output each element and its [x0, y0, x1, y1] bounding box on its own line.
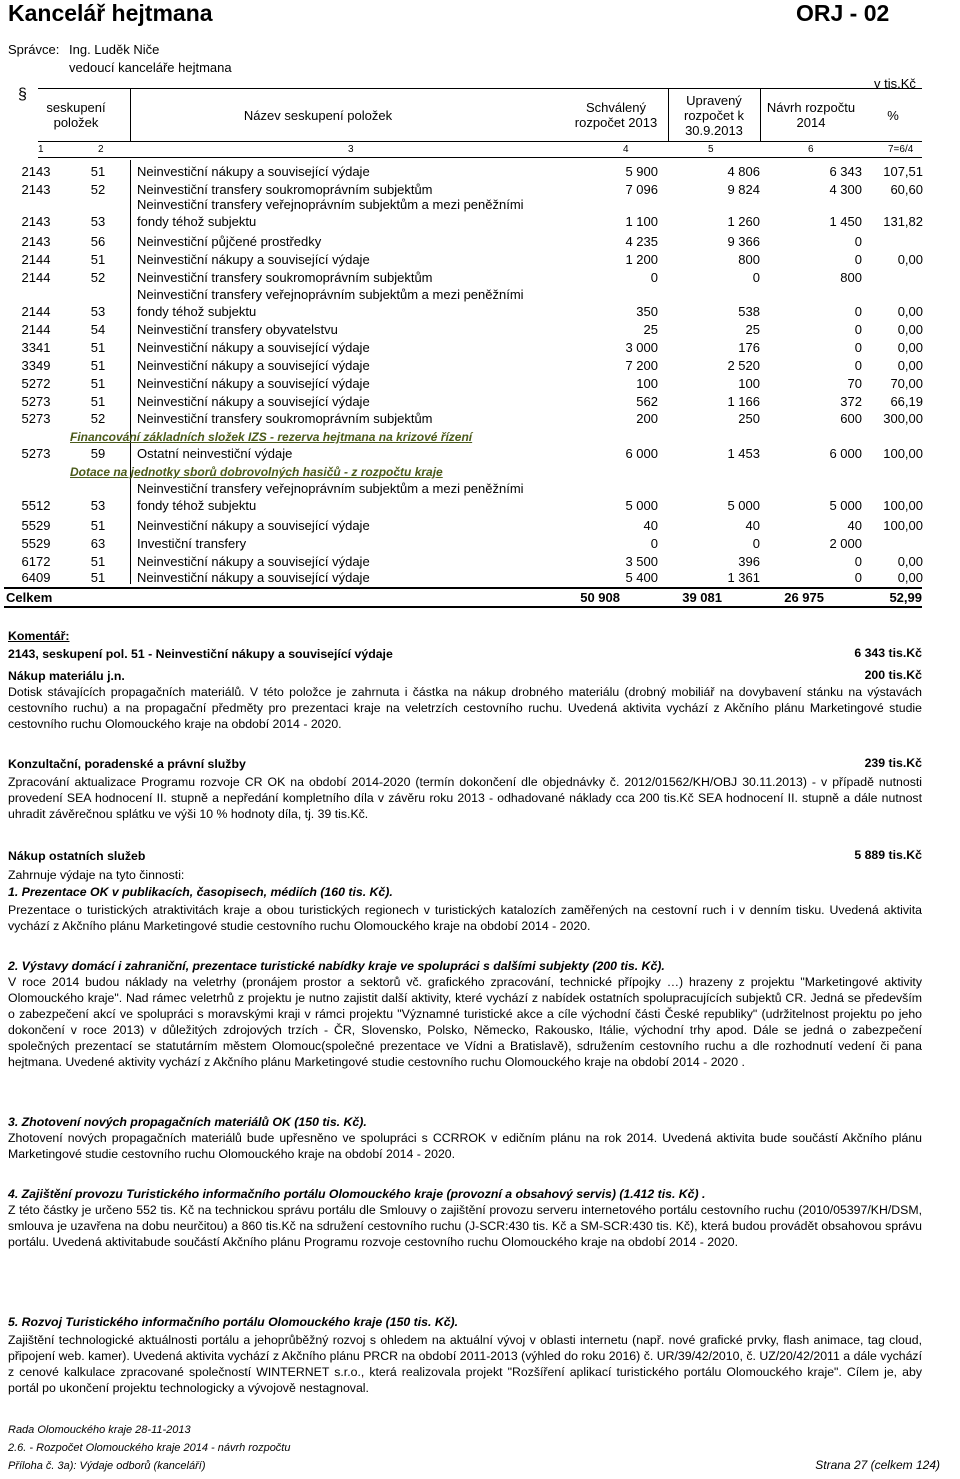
row-proposal-2014: 0 — [854, 554, 862, 569]
page-title: Kancelář hejtmana — [8, 0, 213, 26]
p1-title: 1. Prezentace OK v publikacích, časopisech, médiích (160 tis. Kč). — [8, 885, 393, 899]
row-name: Neinvestiční nákupy a související výdaje — [137, 518, 370, 533]
s3-title: Nákup ostatních služeb — [8, 849, 146, 863]
row-adjusted-2013: 9 824 — [727, 182, 760, 197]
row-item: 51 — [90, 252, 106, 267]
row-name: Investiční transfery — [137, 536, 247, 551]
row-name-line1: Neinvestiční transfery veřejnoprávním subjektům a mezi peněžními — [137, 481, 524, 496]
idx-3: 3 — [348, 144, 354, 155]
row-percent: 66,19 — [890, 394, 923, 409]
row-percent: 0,00 — [897, 304, 923, 319]
total-v3: 26 975 — [784, 590, 824, 605]
row-name: fondy téhož subjektu — [137, 214, 257, 229]
row-approved-2013: 3 000 — [625, 340, 658, 355]
row-approved-2013: 40 — [643, 518, 658, 533]
row-approved-2013: 5 900 — [625, 164, 658, 179]
admin-label: Správce: — [8, 42, 60, 57]
idx-4: 4 — [623, 144, 629, 155]
s1-title: Nákup materiálu j.n. — [8, 669, 125, 683]
row-percent: 0,00 — [897, 570, 923, 585]
row-adjusted-2013: 0 — [752, 536, 760, 551]
comment-line1-amount: 6 343 tis.Kč — [854, 646, 922, 660]
row-proposal-2014: 4 300 — [829, 182, 862, 197]
col-upraveny: Upravený rozpočet k 30.9.2013 — [684, 92, 744, 138]
s2-amount: 239 tis.Kč — [864, 756, 922, 770]
row-approved-2013: 5 000 — [625, 498, 658, 513]
p1-text: Prezentace o turistických atraktivitách kraje a obou turistických regionech v turistických katalozích zaměřených na cestovní ruch i v denním tisku. Uvedená aktivita vychází z Akčního plánu Marketingové studie cestovního ruchu Olomouckého kraje na období 2014 - 2020. — [8, 903, 922, 933]
s3-amount: 5 889 tis.Kč — [854, 848, 922, 862]
row-item: 52 — [90, 182, 106, 197]
row-percent: 0,00 — [897, 358, 923, 373]
idx-5: 5 — [708, 144, 714, 155]
row-adjusted-2013: 100 — [738, 376, 760, 391]
row-name: Neinvestiční transfery obyvatelstvu — [137, 322, 338, 337]
row-section: 2144 — [21, 322, 51, 337]
s3-intro: Zahrnuje výdaje na tyto činnosti: — [8, 868, 185, 882]
idx-1: 1 — [38, 144, 44, 155]
row-section: 5273 — [21, 446, 51, 461]
row-name: fondy téhož subjektu — [137, 498, 257, 513]
row-item: 51 — [90, 358, 106, 373]
row-section: 5272 — [21, 376, 51, 391]
total-label: Celkem — [6, 590, 53, 605]
row-approved-2013: 4 235 — [625, 234, 658, 249]
row-section: 5529 — [21, 518, 51, 533]
row-percent: 0,00 — [897, 252, 923, 267]
row-section: 2143 — [21, 164, 51, 179]
idx-2: 2 — [98, 144, 104, 155]
row-approved-2013: 1 100 — [625, 214, 658, 229]
row-item: 52 — [90, 411, 106, 426]
row-approved-2013: 562 — [636, 394, 658, 409]
col-seskupeni: seskupení položek — [46, 100, 106, 130]
row-section: 2144 — [21, 252, 51, 267]
row-name: fondy téhož subjektu — [137, 304, 257, 319]
row-percent: 0,00 — [897, 554, 923, 569]
row-item: 51 — [90, 554, 106, 569]
row-approved-2013: 3 500 — [625, 554, 658, 569]
row-proposal-2014: 1 450 — [829, 214, 862, 229]
row-adjusted-2013: 0 — [752, 270, 760, 285]
row-proposal-2014: 0 — [854, 358, 862, 373]
row-section: 5529 — [21, 536, 51, 551]
comment-heading: Komentář: — [8, 629, 70, 643]
row-section: 6172 — [21, 554, 51, 569]
row-name: Neinvestiční nákupy a související výdaje — [137, 358, 370, 373]
note-hasici: Dotace na jednotky sborů dobrovolných hasičů - z rozpočtu kraje — [70, 465, 443, 479]
col-navrh: Návrh rozpočtu 2014 — [766, 100, 856, 130]
row-proposal-2014: 0 — [854, 252, 862, 267]
row-approved-2013: 1 200 — [625, 252, 658, 267]
row-name: Neinvestiční nákupy a související výdaje — [137, 164, 370, 179]
row-proposal-2014: 800 — [840, 270, 862, 285]
row-section: 2144 — [21, 304, 51, 319]
row-approved-2013: 5 400 — [625, 570, 658, 585]
row-percent: 70,00 — [890, 376, 923, 391]
row-section: 3341 — [21, 340, 51, 355]
row-name: Neinvestiční nákupy a související výdaje — [137, 252, 370, 267]
row-section: 6409 — [21, 570, 51, 585]
row-approved-2013: 350 — [636, 304, 658, 319]
row-proposal-2014: 0 — [854, 304, 862, 319]
total-row — [4, 587, 922, 608]
row-section: 2144 — [21, 270, 51, 285]
row-proposal-2014: 0 — [854, 340, 862, 355]
row-adjusted-2013: 2 520 — [727, 358, 760, 373]
row-adjusted-2013: 1 361 — [727, 570, 760, 585]
s2-text: Zpracování aktualizace Programu rozvoje CR OK na období 2014-2020 (termín dokončení dle objednávky č. 2012/01562/KH/OBJ 30.11.2013) - v případě nutnosti provedení SEA hodnocení II. stupně a nepředání kompletního díla v závěru roku 2013 - odhadované náklady cca 200 tis.Kč SEA hodnocení II. stupně a dále nutnost uhradit závěrečnou splátku ve výši 10 % hodnoty díla, tj. 39 tis.Kč. — [8, 775, 922, 821]
footer-attachment: Příloha č. 3a): Výdaje odborů (kanceláří) — [8, 1460, 206, 1472]
row-section: 5512 — [21, 498, 51, 513]
row-name-line1: Neinvestiční transfery veřejnoprávním subjektům a mezi peněžními — [137, 197, 524, 212]
row-percent: 60,60 — [890, 182, 923, 197]
row-proposal-2014: 0 — [854, 322, 862, 337]
row-percent: 131,82 — [883, 214, 923, 229]
row-name: Ostatní neinvestiční výdaje — [137, 446, 293, 461]
row-adjusted-2013: 9 366 — [727, 234, 760, 249]
row-percent: 0,00 — [897, 322, 923, 337]
row-adjusted-2013: 5 000 — [727, 498, 760, 513]
row-item: 51 — [90, 518, 106, 533]
admin-name: Ing. Luděk Niče — [69, 42, 160, 57]
note-izs: Financování základních složek IZS - rezerva hejtmana na krizové řízení — [70, 430, 473, 444]
row-adjusted-2013: 1 166 — [727, 394, 760, 409]
comment-line1: 2143, seskupení pol. 51 - Neinvestiční nákupy a související výdaje — [8, 647, 393, 661]
p2-text: V roce 2014 budou náklady na veletrhy (pronájem prostor a sektorů vč. grafického zpracování, technické přípojky …) hrazeny z projektu "Marketingové aktivity Olomouckého kraje". Nad rámec veletrhů z projektu je nutno zajistit další aktivity, které vychází z nabídek ostatních spolupracujících subjektů CR. Jedná se především o zabezpečení akcí ve spolupráci s moravskými kraji v rámci projektu "Významné turistické akce a cíle východní části České republiky" (udržitelnost projektu po jeho dokončení v roce 2013) v důležitých zdrojových trzích - ČR, Slovensko, Polsko, Německo, Rakousko, Itálie, východní trhy apod. Dále se jedná o zabezpečení společných prezentací se statutárním městem Olomouc(společné prezentace ve Vídni a Bratislavě), sdružením cestovního ruchu a dle rozhodnutí vedení či pana hejtmana. Uvedené aktivity vychází z Akčního plánu Marketingové studie cestovního ruchu Olomouckého kraje na období 2014 - 2020 . — [8, 975, 922, 1069]
admin-role: vedoucí kanceláře hejtmana — [69, 60, 232, 75]
row-adjusted-2013: 25 — [745, 322, 760, 337]
col-procent: % — [887, 107, 899, 123]
row-adjusted-2013: 1 260 — [727, 214, 760, 229]
row-section: 5273 — [21, 394, 51, 409]
row-adjusted-2013: 538 — [738, 304, 760, 319]
row-proposal-2014: 6 000 — [829, 446, 862, 461]
p4-title: 4. Zajištění provozu Turistického informačního portálu Olomouckého kraje (provozní a obsahový servis) (1.412 tis. Kč) . — [8, 1187, 706, 1201]
row-percent: 100,00 — [883, 518, 923, 533]
row-percent: 0,00 — [897, 340, 923, 355]
name-column-divider — [130, 160, 131, 584]
col-schvaleny: Schválený rozpočet 2013 — [574, 100, 658, 130]
row-section: 5273 — [21, 411, 51, 426]
idx-6: 6 — [808, 144, 814, 155]
row-adjusted-2013: 4 806 — [727, 164, 760, 179]
row-adjusted-2013: 800 — [738, 252, 760, 267]
row-proposal-2014: 600 — [840, 411, 862, 426]
total-v2: 39 081 — [682, 590, 722, 605]
row-name: Neinvestiční nákupy a související výdaje — [137, 376, 370, 391]
row-item: 53 — [90, 304, 106, 319]
row-approved-2013: 0 — [650, 270, 658, 285]
row-section: 2143 — [21, 182, 51, 197]
row-section: 2143 — [21, 234, 51, 249]
row-proposal-2014: 0 — [854, 570, 862, 585]
row-name: Neinvestiční transfery soukromoprávním subjektům — [137, 270, 433, 285]
row-adjusted-2013: 250 — [738, 411, 760, 426]
p2-title: 2. Výstavy domácí i zahraniční, prezentace turistické nabídky kraje ve spolupráci s dalšími subjekty (200 tis. Kč). — [8, 959, 665, 973]
row-adjusted-2013: 396 — [738, 554, 760, 569]
footer-budget: 2.6. - Rozpočet Olomouckého kraje 2014 - návrh rozpočtu — [8, 1442, 291, 1454]
row-name: Neinvestiční nákupy a související výdaje — [137, 340, 370, 355]
total-v1: 50 908 — [580, 590, 620, 605]
row-item: 54 — [90, 322, 106, 337]
row-name: Neinvestiční půjčené prostředky — [137, 234, 322, 249]
row-item: 51 — [90, 340, 106, 355]
row-adjusted-2013: 1 453 — [727, 446, 760, 461]
footer-page: Strana 27 (celkem 124) — [815, 1458, 940, 1472]
row-proposal-2014: 70 — [847, 376, 862, 391]
p3-title: 3. Zhotovení nových propagačních materiálů OK (150 tis. Kč). — [8, 1115, 367, 1129]
row-section: 2143 — [21, 214, 51, 229]
row-item: 59 — [90, 446, 106, 461]
row-name: Neinvestiční nákupy a související výdaje — [137, 554, 370, 569]
column-index-row — [38, 143, 922, 158]
table-header — [38, 88, 922, 142]
row-item: 63 — [90, 536, 106, 551]
row-name: Neinvestiční transfery soukromoprávním subjektům — [137, 411, 433, 426]
row-percent: 100,00 — [883, 498, 923, 513]
row-approved-2013: 6 000 — [625, 446, 658, 461]
row-adjusted-2013: 176 — [738, 340, 760, 355]
row-approved-2013: 100 — [636, 376, 658, 391]
row-section: 3349 — [21, 358, 51, 373]
row-approved-2013: 7 200 — [625, 358, 658, 373]
row-approved-2013: 25 — [643, 322, 658, 337]
row-proposal-2014: 0 — [854, 234, 862, 249]
row-item: 56 — [90, 234, 106, 249]
org-code: ORJ - 02 — [796, 0, 890, 26]
s1-amount: 200 tis.Kč — [864, 668, 922, 682]
idx-7: 7=6/4 — [888, 144, 914, 155]
s2-title: Konzultační, poradenské a právní služby — [8, 757, 246, 771]
p5-text: Zajištění technologické aktuálnosti portálu a jehoprůběžný rozvoj s ohledem na aktuální vývoj v oblasti internetu (např. nové grafické prvky, flash animace, tag cloud, připojení web. kamer). Uvedená aktivita vychází z Akčního plánu PRCR na období 2011-2013 (výhled do roku 2016) č. UR/39/42/2010, č. UZ/20/42/2011 a dále vychází z cenové kalkulace zpracované společností WINTERNET s.r.o., která realizovala projekt "Rozšíření aplikací turistického portálu Olomouckého kraje". Cílem je, aby portál po ukončení projektu technologicky a vývojově nestagnoval. — [8, 1333, 922, 1395]
row-proposal-2014: 5 000 — [829, 498, 862, 513]
row-item: 51 — [90, 570, 106, 585]
row-name-line1: Neinvestiční transfery veřejnoprávním subjektům a mezi peněžními — [137, 287, 524, 302]
col-nazev: Název seskupení položek — [243, 107, 393, 123]
row-name: Neinvestiční transfery soukromoprávním subjektům — [137, 182, 433, 197]
row-approved-2013: 0 — [650, 536, 658, 551]
row-percent: 300,00 — [883, 411, 923, 426]
footer-council: Rada Olomouckého kraje 28-11-2013 — [8, 1424, 191, 1436]
p4-text: Z této částky je určeno 552 tis. Kč na technickou správu portálu dle Smlouvy o zajištění provozu serveru internetového portálu cestovního ruchu (2010/05397/KH/DSM, smlouva je uzavřena na dobu neurčitou) a 860 tis.Kč na sdružení cestovního ruchu (J-SCR:430 tis. Kč a SM-SCR:430 tis. Kč), která budou provádět obsahovou správu portálu. Uvedená aktivitabude součástí Akčního plánu Programu rozvoje cestovního ruchu Olomouckého kraje na období 2014 - 2020. — [8, 1203, 922, 1249]
s1-text: Dotisk stávajících propagačních materiálů. V této položce je zahrnuta i částka na nákup drobného materiálu (drobný mobiliář na dovybavení stánku na výstavách cestovního ruchu) a na propagační předměty pro prezentaci kraje na veletrzích cestovního ruchu. Uvedená aktivita vychází z Akčního plánu Marketingové studie cestovního ruchu Olomouckého kraje na období 2014 - 2020. — [8, 685, 922, 731]
row-item: 53 — [90, 498, 106, 513]
row-name: Neinvestiční nákupy a související výdaje — [137, 394, 370, 409]
total-v4: 52,99 — [889, 590, 922, 605]
row-approved-2013: 7 096 — [625, 182, 658, 197]
row-proposal-2014: 40 — [847, 518, 862, 533]
p5-title: 5. Rozvoj Turistického informačního portálu Olomouckého kraje (150 tis. Kč). — [8, 1315, 459, 1329]
row-approved-2013: 200 — [636, 411, 658, 426]
row-item: 51 — [90, 164, 106, 179]
row-percent: 107,51 — [883, 164, 923, 179]
row-item: 53 — [90, 214, 106, 229]
p3-text: Zhotovení nových propagačních materiálů bude upřesněno ve spolupráci s CCRROK v edičním plánu na rok 2014. Uvedená aktivita bude součástí Akčního plánu Marketingové studie cestovního ruchu Olomouckého kraje na období 2014 - 2020. — [8, 1131, 922, 1161]
section-mark: § — [18, 86, 27, 103]
row-item: 52 — [90, 270, 106, 285]
row-name: Neinvestiční nákupy a související výdaje — [137, 570, 370, 585]
row-proposal-2014: 6 343 — [829, 164, 862, 179]
row-proposal-2014: 372 — [840, 394, 862, 409]
row-item: 51 — [90, 376, 106, 391]
row-adjusted-2013: 40 — [745, 518, 760, 533]
row-item: 51 — [90, 394, 106, 409]
row-percent: 100,00 — [883, 446, 923, 461]
row-proposal-2014: 2 000 — [829, 536, 862, 551]
unit-label: v tis.Kč — [874, 76, 916, 91]
